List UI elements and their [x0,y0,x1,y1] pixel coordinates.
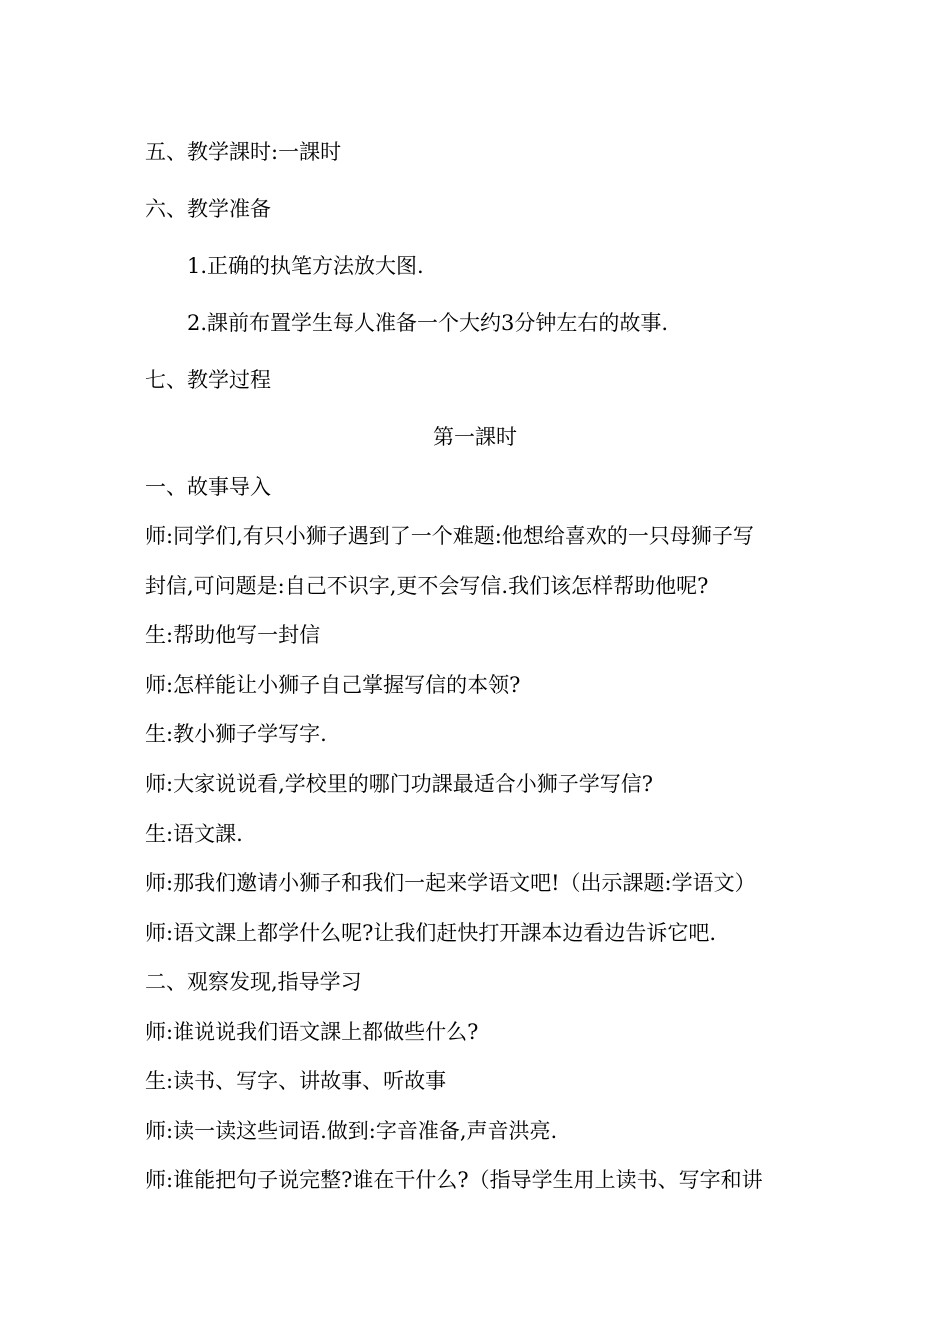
lesson-title: 第一課时 [433,425,517,449]
list-item: 2.課前布置学生每人准备一个大约3分钟左右的故事. [187,311,669,335]
list-item: 1.正确的执笔方法放大图. [187,254,424,278]
dialogue-line: 生:读书、写字、讲故事、听故事 [145,1069,447,1093]
paragraph-line: 封信,可问题是:自己不识字,更不会写信.我们该怎样帮助他呢? [145,574,709,598]
dialogue-line: 师:语文課上都学什么呢?让我们赶快打开課本边看边告诉它吧. [145,921,717,945]
dialogue-line: 生:语文課. [145,822,243,846]
section-heading: 六、教学准备 [145,197,271,221]
dialogue-line: 师:谁说说我们语文課上都做些什么? [145,1020,479,1044]
paragraph-line: 师:同学们,有只小狮子遇到了一个难题:他想给喜欢的一只母狮子写 [145,524,754,548]
dialogue-line: 师:读一读这些词语.做到:字音准备,声音洪亮. [145,1119,558,1143]
section-heading: 七、教学过程 [145,368,271,392]
dialogue-line: 师:怎样能让小狮子自己掌握写信的本领? [145,673,521,697]
dialogue-line: 师:谁能把句子说完整?谁在干什么?（指导学生用上读书、写字和讲 [145,1168,763,1192]
dialogue-line: 师:那我们邀请小狮子和我们一起来学语文吧!（出示課题:学语文） [145,871,756,895]
dialogue-line: 师:大家说说看,学校里的哪门功課最适合小狮子学写信? [145,772,654,796]
section-heading: 一、故事导入 [145,475,271,499]
dialogue-line: 生:帮助他写一封信 [145,623,321,647]
dialogue-line: 生:教小狮子学写字. [145,722,327,746]
section-heading: 五、教学課时:一課时 [145,140,342,164]
section-heading: 二、观察发现,指导学习 [145,970,362,994]
